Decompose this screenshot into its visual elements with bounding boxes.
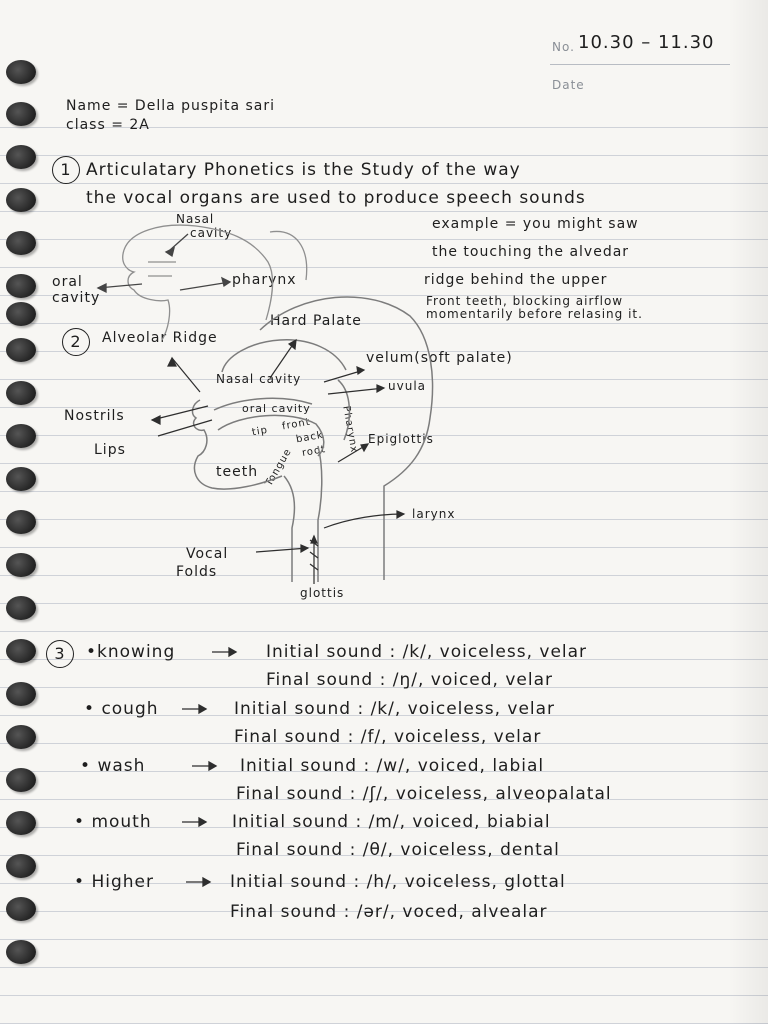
label-larynx: larynx (412, 507, 456, 521)
label-lips: Lips (94, 442, 126, 458)
label-tongue-back: back (295, 429, 325, 446)
label-vocal: Vocal (186, 546, 229, 562)
label-folds: Folds (176, 564, 218, 580)
item-1-word: •knowing (86, 642, 176, 662)
example-line-1: example = you might saw (432, 216, 639, 232)
label-nasal-cavity: Nasal cavity (216, 372, 302, 386)
no-value: 10.30 – 11.30 (578, 32, 715, 53)
section-1-line-2: the vocal organs are used to produce speech sounds (86, 188, 586, 208)
section-2-number: 2 (62, 328, 90, 356)
label-alveolar-ridge: Alveolar Ridge (102, 330, 218, 346)
item-3-word: • wash (80, 756, 146, 776)
label-pharynx: Pharynx (340, 405, 360, 454)
item-3-final: Final sound : /ʃ/, voiceless, alveopalatal (236, 784, 612, 804)
label-nostrils: Nostrils (64, 408, 125, 424)
label-glottis: glottis (300, 586, 345, 600)
student-name: Name = Della puspita sari (66, 98, 276, 114)
sketch-oral-cavity-label: cavity (52, 290, 101, 306)
example-line-5: momentarily before relasing it. (426, 307, 643, 321)
item-3-initial: Initial sound : /w/, voiced, labial (240, 756, 545, 776)
label-teeth: teeth (216, 464, 259, 480)
label-velum: velum(soft palate) (366, 350, 513, 366)
section-3-arrows (182, 648, 236, 886)
item-2-final: Final sound : /f/, voiceless, velar (234, 727, 542, 747)
label-tongue-root: root (301, 443, 327, 460)
item-2-initial: Initial sound : /k/, voiceless, velar (234, 699, 556, 719)
student-class: class = 2A (66, 117, 150, 133)
item-4-initial: Initial sound : /m/, voiced, biabial (232, 812, 551, 832)
example-line-4: Front teeth, blocking airflow (426, 294, 624, 308)
item-5-initial: Initial sound : /h/, voiceless, glottal (230, 872, 566, 892)
date-label: Date (552, 78, 585, 92)
item-1-initial: Initial sound : /k/, voiceless, velar (266, 642, 588, 662)
item-4-final: Final sound : /θ/, voiceless, dental (236, 840, 560, 860)
item-5-word: • Higher (74, 872, 154, 892)
label-tongue-tip: tip (251, 424, 269, 439)
sketch-nasal-label: Nasal (176, 212, 215, 226)
label-tongue-front: front (281, 416, 312, 433)
section-1-line-1: Articulatary Phonetics is the Study of the way (86, 160, 521, 180)
label-epiglottis: Epiglottis (368, 432, 434, 446)
main-diagram-arrows (152, 340, 404, 584)
label-hard-palate: Hard Palate (270, 313, 362, 329)
example-line-3: ridge behind the upper (424, 272, 608, 288)
section-1-number: 1 (52, 156, 80, 184)
no-label: No. (552, 40, 575, 54)
small-head-sketch (123, 225, 307, 340)
example-line-2: the touching the alvedar (432, 244, 630, 260)
label-oral-cavity: oral cavity (242, 402, 311, 415)
sketch-pharynx-label: pharynx (232, 272, 297, 288)
sketch-cavity-label: cavity (190, 226, 233, 240)
sketch-oral-label: oral (52, 274, 83, 290)
small-head-arrows (98, 234, 230, 292)
section-3-number: 3 (46, 640, 74, 668)
label-tongue: Tongue (263, 446, 295, 489)
item-1-final: Final sound : /ŋ/, voiced, velar (266, 670, 553, 690)
item-5-final: Final sound : /ər/, voced, alvealar (230, 902, 548, 922)
item-4-word: • mouth (74, 812, 152, 832)
item-2-word: • cough (84, 699, 159, 719)
label-uvula: uvula (388, 379, 426, 393)
